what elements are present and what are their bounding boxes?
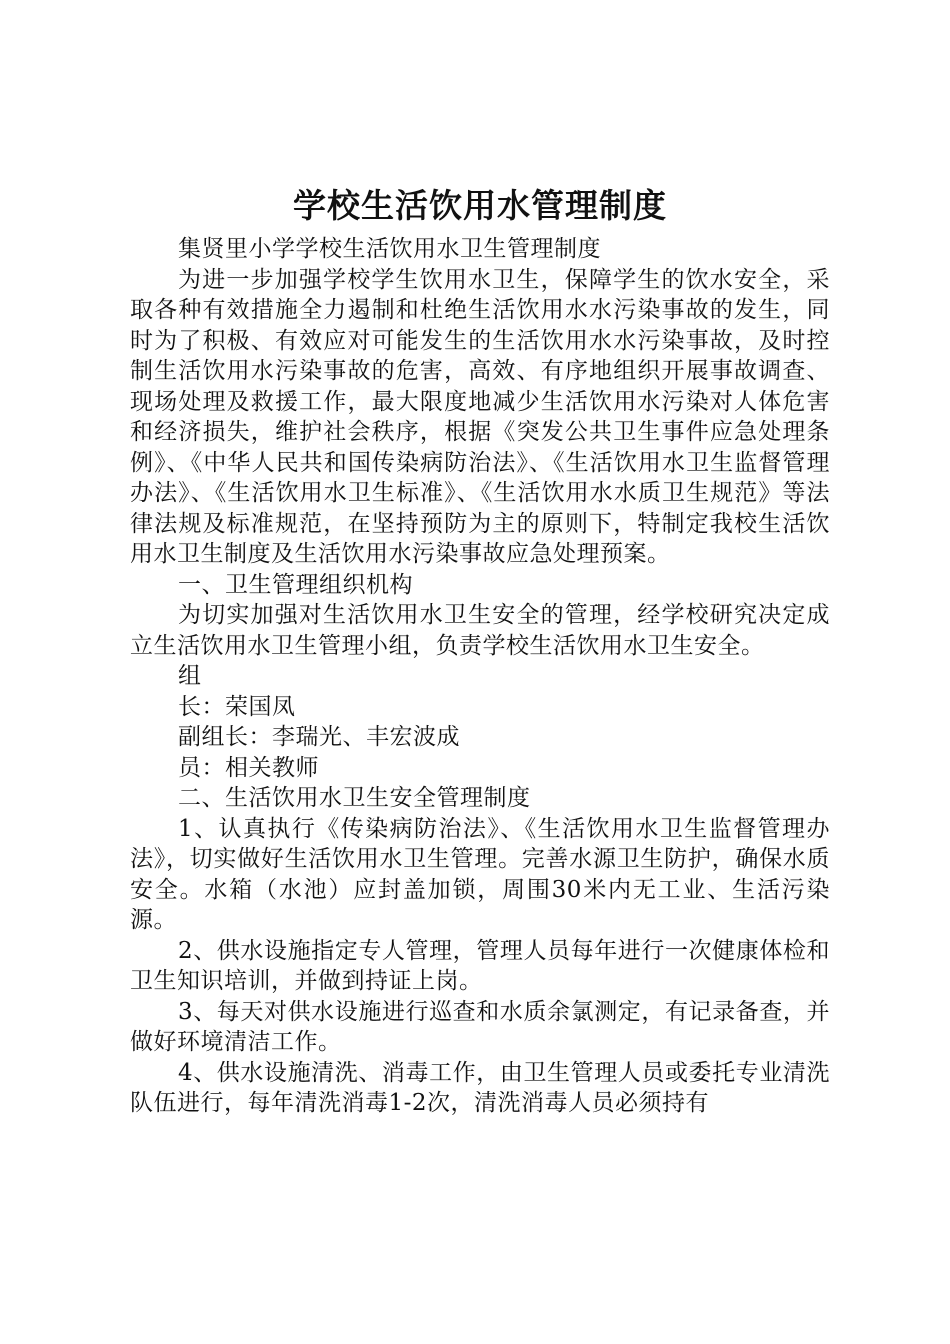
member-line-members: 员：相关教师	[178, 754, 319, 781]
paragraph-organization: 为切实加强对生活饮用水卫生安全的管理，经学校研究决定成立生活饮用水卫生管理小组，负责学校生活饮用水卫生安全。	[130, 602, 830, 659]
member-line-deputy: 副组长：李瑞光、丰宏波成	[178, 724, 460, 750]
paragraph-subtitle: 集贤里小学学校生活饮用水卫生管理制度	[178, 236, 601, 262]
document-page	[130, 180, 830, 1119]
rule-item-3: 3、每天对供水设施进行巡查和水质余氯测定，有记录备查，并做好环境清洁工作。	[130, 998, 830, 1055]
section-heading-rules: 二、生活饮用水卫生安全管理制度	[178, 785, 531, 811]
rule-item-1: 1、认真执行《传染病防治法》、《生活饮用水卫生监督管理办法》，切实做好生活饮用水卫生管理。完善水源卫生防护，确保水质安全。水箱（水池）应封盖加锁，周围30米内无工业、生活污染源。	[130, 815, 830, 933]
rule-item-4: 4、供水设施清洗、消毒工作，由卫生管理人员或委托专业清洗队伍进行，每年清洗消毒1-2次，清洗消毒人员必须持有	[130, 1059, 830, 1116]
paragraph-intro: 为进一步加强学校学生饮用水卫生，保障学生的饮水安全，采取各种有效措施全力遏制和杜绝生活饮用水水污染事故的发生，同时为了积极、有效应对可能发生的生活饮用水水污染事故，及时控制生活饮用水污染事故的危害，高效、有序地组织开展事故调查、现场处理及救援工作，最大限度地减少生活饮用水污染对人体危害和经济损失，维护社会秩序，根据《突发公共卫生事件应急处理条例》、《中华人民共和国传染病防治法》、《生活饮用水卫生监督管理办法》、《生活饮用水卫生标准》、《生活饮用水水质卫生规范》等法律法规及标准规范，在坚持预防为主的原则下，特制定我校生活饮用水卫生制度及生活饮用水污染事故应急处理预案。	[130, 266, 830, 567]
rule-item-2: 2、供水设施指定专人管理，管理人员每年进行一次健康体检和卫生知识培训，并做到持证上岗。	[130, 937, 830, 994]
section-heading-organization: 一、卫生管理组织机构	[178, 571, 413, 598]
document-title: 学校生活饮用水管理制度	[293, 186, 667, 225]
member-line-leader: 长：荣国凤	[178, 693, 296, 720]
member-line-group: 组	[178, 663, 202, 689]
